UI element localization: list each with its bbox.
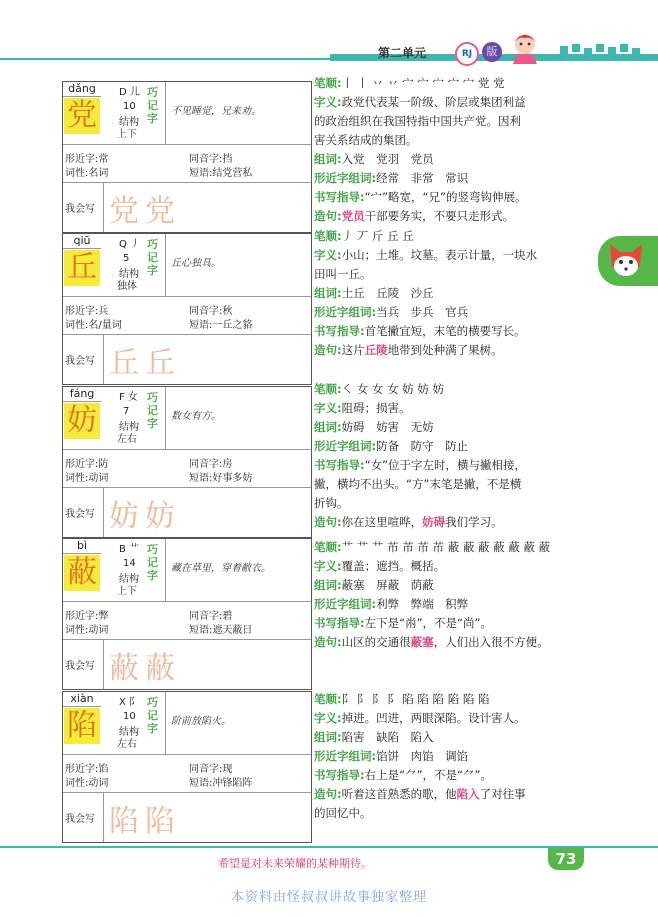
char-meta <box>103 540 171 600</box>
note-key: 组词: <box>314 152 342 166</box>
divider <box>63 487 311 488</box>
homophone: 同音字:房 <box>189 459 233 470</box>
note-line <box>314 538 594 557</box>
main-character: 妨 <box>64 403 100 439</box>
note-text: 害关系结成的集团。 <box>314 133 418 147</box>
note-key: 书写指导: <box>314 768 365 782</box>
highlight-word: 妨碍 <box>422 515 446 529</box>
note-line <box>314 633 594 652</box>
note-line <box>314 576 594 595</box>
write-label: 我会写 <box>65 661 95 672</box>
character-notes <box>314 227 594 360</box>
note-line <box>314 437 594 456</box>
divider <box>63 296 311 297</box>
main-character: 丘 <box>64 250 100 286</box>
note-key: 形近字组词: <box>314 597 377 611</box>
note-text: “女”位于字左时，横与撇相接， <box>364 458 527 472</box>
qiaoji-label: 巧记字 <box>147 696 158 735</box>
note-key: 字义: <box>314 559 342 573</box>
pinyin: bì <box>63 539 101 554</box>
note-text: 入党 党羽 党员 <box>341 152 434 166</box>
note-key: 书写指导: <box>314 458 365 472</box>
note-line <box>314 494 594 513</box>
divider <box>63 449 311 450</box>
note-text: 丿 丆 斤 丘 丘 <box>341 229 414 243</box>
similar-char: 形近字:兵 <box>65 306 109 317</box>
divider <box>63 639 311 640</box>
unit-title: 第二单元 <box>378 46 427 60</box>
homophone: 同音字:秋 <box>189 306 233 317</box>
structure-label: 结构 <box>119 422 139 433</box>
character-card <box>62 233 312 385</box>
note-key: 笔顺: <box>314 692 342 706</box>
structure-label: 结构 <box>119 574 139 585</box>
phrase: 短语:一丘之貉 <box>189 320 253 331</box>
note-text: “宀”略宽，“兄”的竖弯钩伸展。 <box>364 190 527 204</box>
part-of-speech: 词性:动词 <box>65 473 109 484</box>
note-text: 小山；土堆。坟墓。表示计量，一块水 <box>341 248 538 262</box>
tracing-characters: 蔽蔽 <box>109 651 181 686</box>
note-text: 掉进。凹进，两眼深陷。设计害人。 <box>341 711 526 725</box>
char-meta <box>103 693 171 753</box>
stroke-count: 5 <box>123 253 130 264</box>
index-radical: F 女 <box>119 392 138 403</box>
note-text: 利弊 弊端 积弊 <box>376 597 469 611</box>
note-key: 字义: <box>314 711 342 725</box>
note-text: 的回忆中。 <box>314 806 372 820</box>
divider <box>103 334 104 384</box>
note-key: 字义: <box>314 95 342 109</box>
note-key: 字义: <box>314 401 342 415</box>
note-line <box>314 709 594 728</box>
note-line <box>314 804 594 823</box>
tracing-characters: 妨妨 <box>109 499 181 534</box>
structure-label: 结构 <box>119 727 139 738</box>
part-of-speech: 词性:动词 <box>65 625 109 636</box>
mnemonic: 数女有方。 <box>171 411 221 422</box>
note-line <box>314 74 594 93</box>
note-line <box>314 207 594 226</box>
note-line <box>314 93 594 112</box>
phrase: 短语:遮天蔽日 <box>189 625 253 636</box>
note-key: 笔顺: <box>314 229 342 243</box>
homophone: 同音字:碧 <box>189 611 233 622</box>
checker-decoration-icon <box>560 44 650 56</box>
divider <box>63 754 311 755</box>
divider <box>63 601 311 602</box>
note-key: 形近字组词: <box>314 439 377 453</box>
header-band <box>0 0 658 40</box>
note-text: 了对往事 <box>479 787 526 801</box>
note-text: 田叫一丘。 <box>314 267 372 281</box>
note-text: 经常 非常 常识 <box>376 171 469 185</box>
rj-badge: RJ <box>455 42 479 66</box>
divider <box>63 144 311 145</box>
note-line <box>314 513 594 532</box>
similar-char: 形近字:弊 <box>65 611 109 622</box>
note-key: 组词: <box>314 420 342 434</box>
note-key: 笔顺: <box>314 382 342 396</box>
note-line <box>314 747 594 766</box>
character-card <box>62 538 312 690</box>
mnemonic: 阶前放陷火。 <box>171 716 231 727</box>
note-text: 首笔撇宜短，末笔的横要写长。 <box>364 324 526 338</box>
note-text: 艹 艹 艹 芇 芇 芇 芇 蔽 蔽 蔽 蔽 蔽 蔽 蔽 <box>341 540 551 554</box>
note-key: 笔顺: <box>314 540 342 554</box>
note-key: 组词: <box>314 578 342 592</box>
part-of-speech: 词性:动词 <box>65 778 109 789</box>
write-label: 我会写 <box>65 356 95 367</box>
structure-type: 上下 <box>117 129 137 140</box>
note-key: 形近字组词: <box>314 171 377 185</box>
divider <box>63 792 311 793</box>
footer-motto: 希望是对未来荣耀的某种期待。 <box>218 857 372 870</box>
note-text: 撇，横均不出头。“方”末笔是撇，不是横 <box>314 477 522 491</box>
tracing-characters: 丘丘 <box>109 346 181 381</box>
write-label: 我会写 <box>65 814 95 825</box>
note-key: 造句: <box>314 787 342 801</box>
note-key: 造句: <box>314 209 342 223</box>
note-text: 妨碍 妨害 无妨 <box>341 420 434 434</box>
phrase: 短语:冲锋陷阵 <box>189 778 253 789</box>
note-line <box>314 284 594 303</box>
note-line <box>314 169 594 188</box>
note-text: ㇛ 女 女 女 妨 妨 妨 <box>341 382 445 396</box>
highlight-word: 陷入 <box>456 787 480 801</box>
note-key: 造句: <box>314 515 342 529</box>
note-line <box>314 227 594 246</box>
note-key: 字义: <box>314 248 342 262</box>
note-line <box>314 418 594 437</box>
stroke-count: 14 <box>123 558 136 569</box>
note-line <box>314 112 594 131</box>
stroke-count: 10 <box>123 101 136 112</box>
sentence-prefix: 这片 <box>341 343 365 357</box>
note-text: 馅饼 肉馅 调馅 <box>376 749 469 763</box>
similar-char: 形近字:防 <box>65 459 109 470</box>
highlight-word: 党员 <box>341 209 365 223</box>
note-text: 当兵 步兵 官兵 <box>376 305 469 319</box>
note-line <box>314 614 594 633</box>
note-text: 左下是“㡀”，不是“尚”。 <box>364 616 492 630</box>
part-of-speech: 词性:名/量词 <box>65 320 122 331</box>
structure-type: 上下 <box>117 586 137 597</box>
part-of-speech: 词性:名词 <box>65 168 109 179</box>
pinyin: xiàn <box>63 692 101 707</box>
note-text: 右上是“⺈”，不是“⺈”。 <box>364 768 492 782</box>
phrase: 短语:结党营私 <box>189 168 253 179</box>
note-text: 干部要务实，不要只走形式。 <box>364 209 515 223</box>
structure-type: 左右 <box>117 434 137 445</box>
note-line <box>314 595 594 614</box>
watermark: 本资料由怪叔叔讲故事独家整理 <box>230 890 427 905</box>
divider <box>63 182 311 183</box>
index-radical: Q 丿 <box>119 239 141 250</box>
character-notes <box>314 74 594 226</box>
main-character: 党 <box>64 98 100 134</box>
note-line <box>314 456 594 475</box>
note-key: 书写指导: <box>314 324 365 338</box>
mnemonic: 不见睡觉，兄来劝。 <box>171 106 261 117</box>
highlight-word: 丘陵 <box>364 343 388 357</box>
note-text: 蔽塞 屏蔽 荫蔽 <box>341 578 434 592</box>
note-line <box>314 341 594 360</box>
note-text: 丨 丨 丷 丷 宀 宀 宀 宀 宀 党 党 <box>341 76 505 90</box>
write-label: 我会写 <box>65 204 95 215</box>
note-line <box>314 785 594 804</box>
similar-char: 形近字:常 <box>65 154 109 165</box>
highlight-word: 蔽塞 <box>410 635 434 649</box>
divider <box>103 639 104 689</box>
fox-mascot-icon <box>606 240 646 282</box>
note-key: 形近字组词: <box>314 305 377 319</box>
note-line <box>314 265 594 284</box>
note-line <box>314 475 594 494</box>
note-text: 的政治组织在我国特指中国共产党。因利 <box>314 114 521 128</box>
pinyin: fáng <box>63 387 101 402</box>
header-rule-left <box>0 58 330 60</box>
qiaoji-label: 巧记字 <box>147 543 158 582</box>
homophone: 同音字:现 <box>189 764 233 775</box>
note-text: 地带到处种满了果树。 <box>387 343 503 357</box>
ban-badge: 版 <box>482 42 502 62</box>
main-character: 蔽 <box>64 555 100 591</box>
divider <box>165 387 166 449</box>
similar-char: 形近字:馅 <box>65 764 109 775</box>
divider <box>165 82 166 144</box>
note-line <box>314 728 594 747</box>
index-radical: B 艹 <box>119 544 140 555</box>
structure-type: 左右 <box>117 739 137 750</box>
note-line <box>314 150 594 169</box>
note-key: 组词: <box>314 730 342 744</box>
note-text: 覆盖；遮挡。概括。 <box>341 559 446 573</box>
char-meta <box>103 388 171 448</box>
character-notes <box>314 690 594 823</box>
character-notes <box>314 380 594 532</box>
stroke-count: 7 <box>123 406 130 417</box>
index-radical: D 儿 <box>119 87 140 98</box>
divider <box>165 234 166 296</box>
tracing-characters: 党党 <box>109 194 181 229</box>
note-text: ，人们出入很不方便。 <box>433 635 549 649</box>
note-text: 陷害 缺陷 陷入 <box>341 730 434 744</box>
sentence-prefix: 你在这里喧哗， <box>341 515 423 529</box>
note-line <box>314 303 594 322</box>
qiaoji-label: 巧记字 <box>147 86 158 125</box>
main-character: 陷 <box>64 708 100 744</box>
note-text: 阻碍；损害。 <box>341 401 411 415</box>
structure-type: 独体 <box>117 281 137 292</box>
mnemonic: 藏在草里，穿着敝衣。 <box>171 563 271 574</box>
structure-label: 结构 <box>119 117 139 128</box>
write-label: 我会写 <box>65 509 95 520</box>
note-text: 折钩。 <box>314 496 349 510</box>
note-text: 政党代表某一阶级、阶层或集团利益 <box>341 95 526 109</box>
note-line <box>314 131 594 150</box>
character-card <box>62 691 312 843</box>
sentence-prefix: 山区的交通很 <box>341 635 411 649</box>
note-line <box>314 399 594 418</box>
note-key: 造句: <box>314 635 342 649</box>
structure-label: 结构 <box>119 269 139 280</box>
note-line <box>314 690 594 709</box>
note-key: 书写指导: <box>314 616 365 630</box>
note-line <box>314 322 594 341</box>
divider <box>103 487 104 537</box>
girl-mascot-icon <box>508 30 542 64</box>
note-line <box>314 246 594 265</box>
divider <box>165 692 166 754</box>
page-number: 73 <box>555 850 577 868</box>
note-text: 我们学习。 <box>445 515 503 529</box>
note-line <box>314 380 594 399</box>
tracing-characters: 陷陷 <box>109 804 181 839</box>
note-line <box>314 557 594 576</box>
note-key: 形近字组词: <box>314 749 377 763</box>
mnemonic: 丘心独具。 <box>171 258 221 269</box>
sentence-prefix: 听着这首熟悉的歌，他 <box>341 787 457 801</box>
character-card <box>62 81 312 233</box>
note-key: 造句: <box>314 343 342 357</box>
divider <box>63 334 311 335</box>
phrase: 短语:好事多妨 <box>189 473 253 484</box>
divider <box>165 539 166 601</box>
index-radical: X 阝 <box>119 697 140 708</box>
character-notes <box>314 538 594 652</box>
note-line <box>314 188 594 207</box>
note-text: 防备 防守 防止 <box>376 439 469 453</box>
divider <box>103 182 104 232</box>
character-card <box>62 386 312 538</box>
note-key: 笔顺: <box>314 76 342 90</box>
note-text: 土丘 丘陵 沙丘 <box>341 286 434 300</box>
note-text: 阝 阝 阝 阝 陷 陷 陷 陷 陷 陷 <box>341 692 490 706</box>
homophone: 同音字:挡 <box>189 154 233 165</box>
qiaoji-label: 巧记字 <box>147 391 158 430</box>
char-meta <box>103 83 171 143</box>
note-key: 组词: <box>314 286 342 300</box>
divider <box>103 792 104 842</box>
note-key: 书写指导: <box>314 190 365 204</box>
pinyin: qiū <box>63 234 101 249</box>
note-line <box>314 766 594 785</box>
pinyin: dǎng <box>63 82 101 97</box>
stroke-count: 10 <box>123 711 136 722</box>
qiaoji-label: 巧记字 <box>147 238 158 277</box>
char-meta <box>103 235 171 295</box>
